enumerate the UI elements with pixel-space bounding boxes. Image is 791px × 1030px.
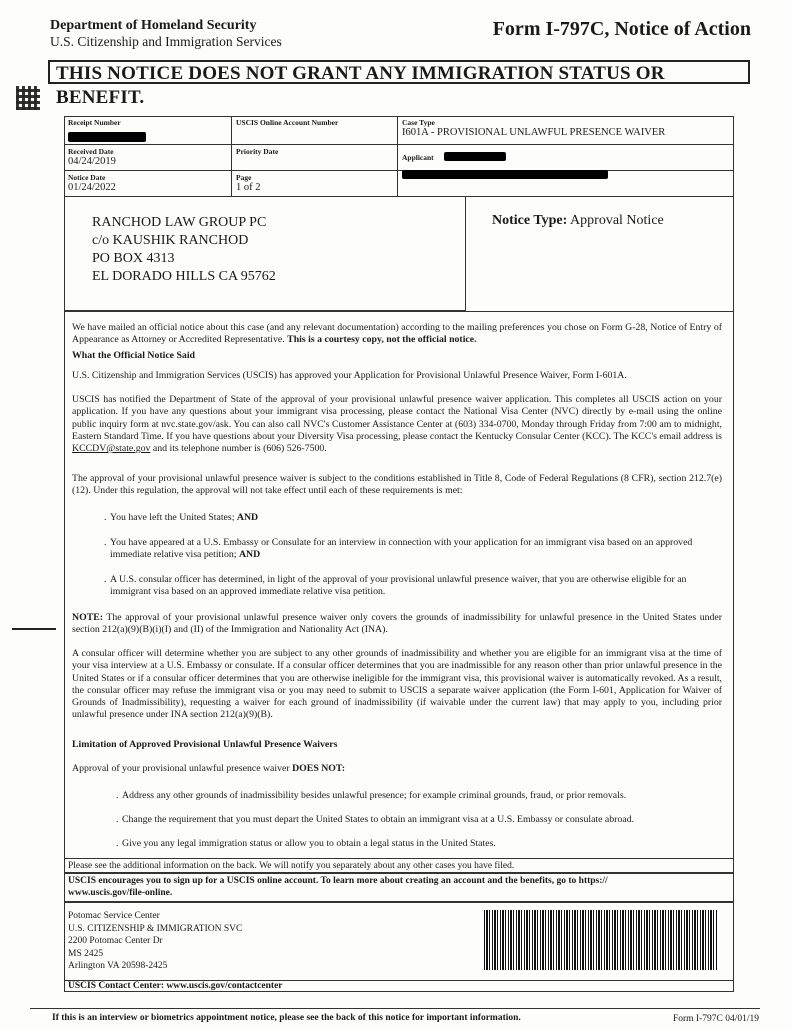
address-line: PO BOX 4313 xyxy=(92,251,175,266)
paragraph-text: Approval of your provisional unlawful presence waiver xyxy=(72,763,290,774)
notice-date-value: 01/24/2022 xyxy=(68,182,116,193)
service-center-address xyxy=(68,910,242,973)
notice-type-value: Approval Notice xyxy=(570,213,664,228)
divider xyxy=(30,1008,760,1009)
receipt-number-cell xyxy=(64,116,232,145)
contact-center: USCIS Contact Center: www.uscis.gov/contactcenter xyxy=(68,981,283,991)
notice-date-label: Notice Date xyxy=(68,173,106,182)
approval-paragraph: U.S. Citizenship and Immigration Services (USCIS) has approved your Application for Provisional Unlawful Presence Waiver, Form I-601A. xyxy=(72,370,627,381)
form-code: Form I-797C 04/01/19 xyxy=(672,1014,759,1024)
address-line: 2200 Potomac Center Dr xyxy=(68,936,163,946)
list-item: . Address any other grounds of inadmissibility besides unlawful presence; for example criminal grounds, fraud, or prior removals. xyxy=(116,790,627,801)
notice-date-cell xyxy=(64,171,232,197)
redaction xyxy=(68,132,146,142)
case-type-label: Case Type xyxy=(402,118,435,127)
list-item: . You have left the United States; AND xyxy=(104,512,259,523)
conditions-paragraph: The approval of your provisional unlawful presence waiver is subject to the conditions established in Title 8, Code of Federal Regulations (8 CFR), section 212.7(e)(12). Under this regulation, the approval will not take effect until each of these requirements is met: xyxy=(72,473,722,497)
online-account-note xyxy=(68,875,718,900)
address-line: c/o KAUSHIK RANCHOD xyxy=(92,233,249,248)
paragraph-text: The approval of your provisional unlawful presence waiver only covers the grounds of inadmissibility for unlawful presence in the United States under section 212(a)(9)(B)(i)(I) and (II) of the Immigration and Nationality Act (INA). xyxy=(72,612,722,636)
section-heading: What the Official Notice Said xyxy=(72,350,195,361)
note-label: NOTE: xyxy=(72,612,104,623)
list-item-text: Give you any legal immigration status or allow you to obtain a legal status in the United States. xyxy=(122,838,496,849)
list-item-text: Address any other grounds of inadmissibility besides unlawful presence; for example criminal grounds, fraud, or prior removals. xyxy=(122,790,627,801)
page-cell xyxy=(232,171,398,197)
courtesy-copy-note: This is a courtesy copy, not the official notice. xyxy=(287,334,477,346)
address-line: RANCHOD LAW GROUP PC xyxy=(92,215,267,230)
address-line: MS 2425 xyxy=(68,948,104,959)
received-date-cell xyxy=(64,145,232,171)
qr-code-icon xyxy=(16,86,40,110)
margin-mark xyxy=(12,628,56,630)
priority-date-label: Priority Date xyxy=(236,147,279,156)
list-item: . A U.S. consular officer has determined, in light of the approval of your provisional unlawful presence waiver, that you are otherwise eligible for an immigrant visa based on an approved immediate relative visa petition. xyxy=(104,574,687,598)
consular-paragraph: A consular officer will determine whether you are subject to any other grounds of inadmissibility and whether you are eligible for an immigrant visa at the time of your visa interview at a U.S. Embassy or consulate. If a consular officer determines that you are inadmissible for any reason other than prior unlawful presence in the United States or if a consular officer determines that you are otherwise ineligible for the immigrant visa, this provisional waiver is automatically revoked. As a result, the consular officer may refuse the immigrant visa or you may need to submit to USCIS a separate waiver application (the Form I-601, Application for Waiver of Grounds of Inadmissibility), requesting a waiver for each ground of inadmissibility (if waivable under the current law) that may apply to you, including prior unlawful presence under INA section 212(a)(9)(B). xyxy=(72,648,722,721)
courtesy-paragraph xyxy=(72,322,722,347)
list-item-text: Change the requirement that you must depart the United States to obtain an immigrant visa at a U.S. Embassy or consulate abroad. xyxy=(122,814,635,825)
online-account-cell xyxy=(232,116,398,145)
applicant-cell xyxy=(398,145,734,171)
address-line: U.S. CITIZENSHIP & IMMIGRATION SVC xyxy=(68,923,243,934)
received-date-value: 04/24/2019 xyxy=(68,156,116,167)
form-title: Form I-797C, Notice of Action xyxy=(492,18,751,40)
page-label: Page xyxy=(236,173,252,182)
address-line: Arlington VA 20598-2425 xyxy=(68,961,168,971)
applicant-label: Applicant xyxy=(402,153,434,162)
list-item: . You have appeared at a U.S. Embassy or Consulate for an interview in connection with your application for an immigrant visa based on an approved immediate relative visa petition; AND xyxy=(104,537,693,561)
bottom-note: If this is an interview or biometrics appointment notice, please see the back of this notice for important information. xyxy=(52,1013,521,1023)
agency-subname: U.S. Citizenship and Immigration Services xyxy=(50,34,282,49)
agency-name: Department of Homeland Security xyxy=(50,18,257,33)
notice-type xyxy=(492,213,664,229)
list-item-text: You have appeared at a U.S. Embassy or Consulate for an interview in connection with your application for an immigrant visa based on an approved immediate relative visa petition; xyxy=(110,537,693,561)
section-heading: Limitation of Approved Provisional Unlawful Presence Waivers xyxy=(72,739,338,750)
limitation-paragraph xyxy=(72,763,722,775)
divider xyxy=(64,872,734,874)
see-back-note: Please see the additional information on the back. We will notify you separately about any other cases you have filed. xyxy=(68,861,515,871)
page-value: 1 of 2 xyxy=(236,182,261,193)
case-type-cell xyxy=(398,116,734,145)
does-not-text: DOES NOT: xyxy=(292,763,346,774)
list-item-text: A U.S. consular officer has determined, in light of the approval of your provisional unlawful presence waiver, that you are otherwise eligible for an immigrant visa based on an approved immediate relative visa petition. xyxy=(110,574,687,598)
barcode-icon xyxy=(484,910,718,970)
online-account-label: USCIS Online Account Number xyxy=(236,118,339,127)
notice-type-label: Notice Type: xyxy=(492,213,568,228)
case-type-value: I601A - PROVISIONAL UNLAWFUL PRESENCE WAIVER xyxy=(402,127,666,138)
file-online-link[interactable]: www.uscis.gov/file-online. xyxy=(68,888,173,899)
list-item: . Give you any legal immigration status or allow you to obtain a legal status in the United States. xyxy=(116,838,496,849)
received-date-label: Received Date xyxy=(68,147,114,156)
paragraph-text: We have mailed an official notice about this case (and any relevant documentation) according to the mailing preferences you chose on Form G-28, Notice of Entry of Appearance as Attorney or Accredited Representative. xyxy=(72,322,722,346)
divider xyxy=(64,901,734,903)
address-line: Potomac Service Center xyxy=(68,911,160,921)
kcc-email-link[interactable]: KCCDV@state.gov xyxy=(72,443,151,455)
and-text: AND xyxy=(236,512,259,523)
divider xyxy=(64,311,734,312)
address-line: EL DORADO HILLS CA 95762 xyxy=(92,269,276,284)
receipt-number-label: Receipt Number xyxy=(68,118,121,127)
list-item-text: You have left the United States; xyxy=(110,512,235,523)
paragraph-text: USCIS encourages you to sign up for a USCIS online account. To learn more about creating an account and the benefits, go to https:// xyxy=(68,876,608,886)
and-text: AND xyxy=(238,549,261,561)
redaction xyxy=(444,152,506,161)
nvc-paragraph xyxy=(72,394,722,455)
paragraph-text: and its telephone number is (606) 526-7500. xyxy=(152,443,327,455)
status-banner: THIS NOTICE DOES NOT GRANT ANY IMMIGRATION STATUS OR BENEFIT. xyxy=(48,60,750,84)
priority-date-cell xyxy=(232,145,398,171)
divider xyxy=(64,858,734,859)
note-paragraph xyxy=(72,612,722,637)
paragraph-text: USCIS has notified the Department of State of the approval of your provisional unlawful presence waiver application. This completes all USCIS action on your application. If you have any questions about your immigrant visa processing, please contact the National Visa Center (NVC) directly by e-mail using the online public inquiry form at nvc.state.gov/ask. You can also call NVC's Customer Assistance Center at (603) 334-0700, Monday through Friday from 7:00 am to midnight, Eastern Standard Time. If you have questions about your Diversity Visa processing, please contact the Kentucky Consular Center (KCC). The KCC's email address is xyxy=(72,394,722,442)
list-item: . Change the requirement that you must depart the United States to obtain an immigrant visa at a U.S. Embassy or consulate abroad. xyxy=(116,814,635,825)
empty-cell xyxy=(398,171,734,197)
mailing-address xyxy=(92,214,276,286)
